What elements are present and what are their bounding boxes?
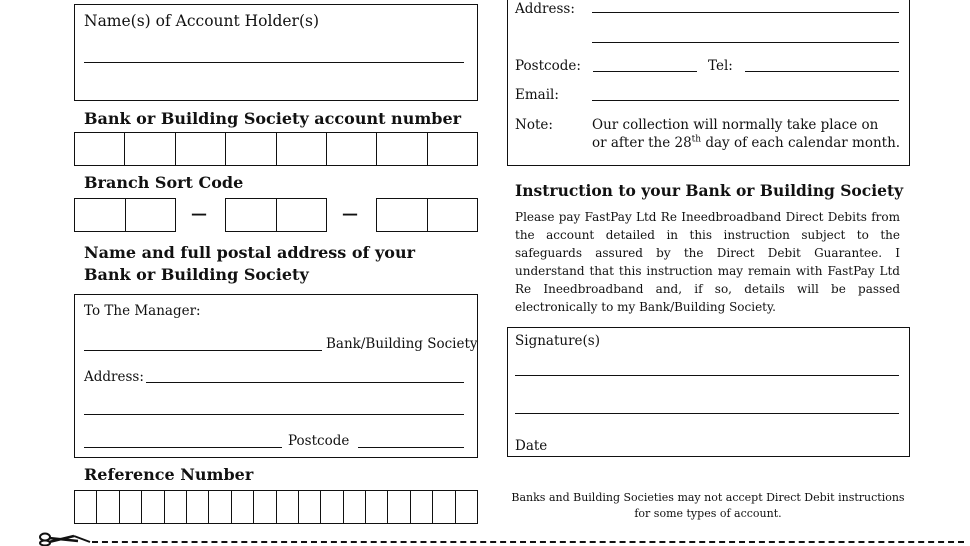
bank-name-line[interactable] — [84, 350, 322, 351]
reference-cell[interactable] — [321, 491, 343, 523]
account-number-cell[interactable] — [176, 133, 226, 165]
signature-line-2[interactable] — [515, 413, 899, 414]
account-holder-name-line[interactable] — [84, 62, 464, 63]
reference-cell[interactable] — [187, 491, 209, 523]
tel-label: Tel: — [708, 58, 733, 74]
account-number-cell[interactable] — [125, 133, 175, 165]
note-line-1: Our collection will normally take place on — [592, 117, 879, 133]
to-manager-label: To The Manager: — [84, 303, 201, 319]
reference-cell[interactable] — [209, 491, 231, 523]
note-line-2: or after the 28th day of each calendar month. — [592, 134, 901, 151]
signature-line-1[interactable] — [515, 375, 899, 376]
scissors-icon — [38, 532, 92, 546]
sort-code-cell[interactable] — [226, 199, 277, 231]
address-line-2[interactable] — [592, 42, 899, 43]
email-label: Email: — [515, 87, 559, 103]
instruction-text: Please pay FastPay Ltd Re Ineedbroadband Direct Debits from the account detailed in this instruction subject to the safeguards assured by the Direct Debit Guarantee. I understand that this instruction may remain with FastPay Ltd Re Ineedbroadband and, if so, details will be passed electronically to my Bank/Building Society. — [515, 210, 900, 314]
sort-code-cell[interactable] — [126, 199, 176, 231]
signature-label: Signature(s) — [515, 333, 600, 349]
address-line-1[interactable] — [592, 12, 899, 13]
reference-cell[interactable] — [254, 491, 276, 523]
sort-code-cell[interactable] — [428, 199, 478, 231]
bank-address-line-2[interactable] — [84, 414, 464, 415]
postcode-line[interactable] — [593, 71, 697, 72]
reference-cell[interactable] — [142, 491, 164, 523]
instruction-title: Instruction to your Bank or Building Society — [515, 181, 904, 200]
footer-note: Banks and Building Societies may not accept Direct Debit instructions for some types of account. — [511, 491, 905, 520]
note-label: Note: — [515, 117, 553, 133]
sort-code-cell[interactable] — [377, 199, 428, 231]
reference-cell[interactable] — [75, 491, 97, 523]
postcode-label: Postcode: — [515, 58, 581, 74]
account-number-title: Bank or Building Society account number — [84, 109, 462, 128]
sort-code-grid-1[interactable] — [74, 198, 176, 232]
bank-building-society-label: Bank/Building Society — [326, 336, 478, 352]
reference-cell[interactable] — [433, 491, 455, 523]
reference-cell[interactable] — [456, 491, 477, 523]
sort-code-grid-2[interactable] — [225, 198, 327, 232]
reference-cell[interactable] — [299, 491, 321, 523]
address-label: Address: — [515, 1, 575, 17]
bank-address-title: Name and full postal address of your Bank or Building Society — [84, 243, 416, 284]
account-number-cell[interactable] — [327, 133, 377, 165]
sort-code-cell[interactable] — [75, 199, 126, 231]
account-number-cell[interactable] — [377, 133, 427, 165]
reference-cell[interactable] — [165, 491, 187, 523]
date-label: Date — [515, 438, 548, 454]
reference-cell[interactable] — [120, 491, 142, 523]
sort-code-grid-3[interactable] — [376, 198, 478, 232]
account-number-cell[interactable] — [226, 133, 276, 165]
account-holder-title: Name(s) of Account Holder(s) — [84, 12, 320, 30]
reference-cell[interactable] — [366, 491, 388, 523]
sort-code-separator: — — [342, 204, 358, 223]
cut-line — [92, 541, 964, 543]
reference-cell[interactable] — [232, 491, 254, 523]
reference-cell[interactable] — [388, 491, 410, 523]
account-number-cell[interactable] — [277, 133, 327, 165]
sort-code-cell[interactable] — [277, 199, 327, 231]
account-number-cell[interactable] — [75, 133, 125, 165]
reference-number-grid[interactable] — [74, 490, 478, 524]
email-line[interactable] — [592, 100, 899, 101]
tel-line[interactable] — [745, 71, 899, 72]
bank-address-label: Address: — [84, 369, 144, 385]
bank-address-line-3[interactable] — [84, 447, 282, 448]
reference-cell[interactable] — [97, 491, 119, 523]
reference-cell[interactable] — [411, 491, 433, 523]
account-number-grid[interactable] — [74, 132, 478, 166]
sort-code-title: Branch Sort Code — [84, 173, 244, 192]
reference-number-title: Reference Number — [84, 465, 254, 484]
reference-cell[interactable] — [344, 491, 366, 523]
sort-code-separator: — — [191, 204, 207, 223]
bank-postcode-label: Postcode — [288, 433, 350, 449]
reference-cell[interactable] — [277, 491, 299, 523]
bank-address-line-1[interactable] — [146, 382, 464, 383]
bank-postcode-line[interactable] — [358, 447, 464, 448]
account-number-cell[interactable] — [428, 133, 477, 165]
